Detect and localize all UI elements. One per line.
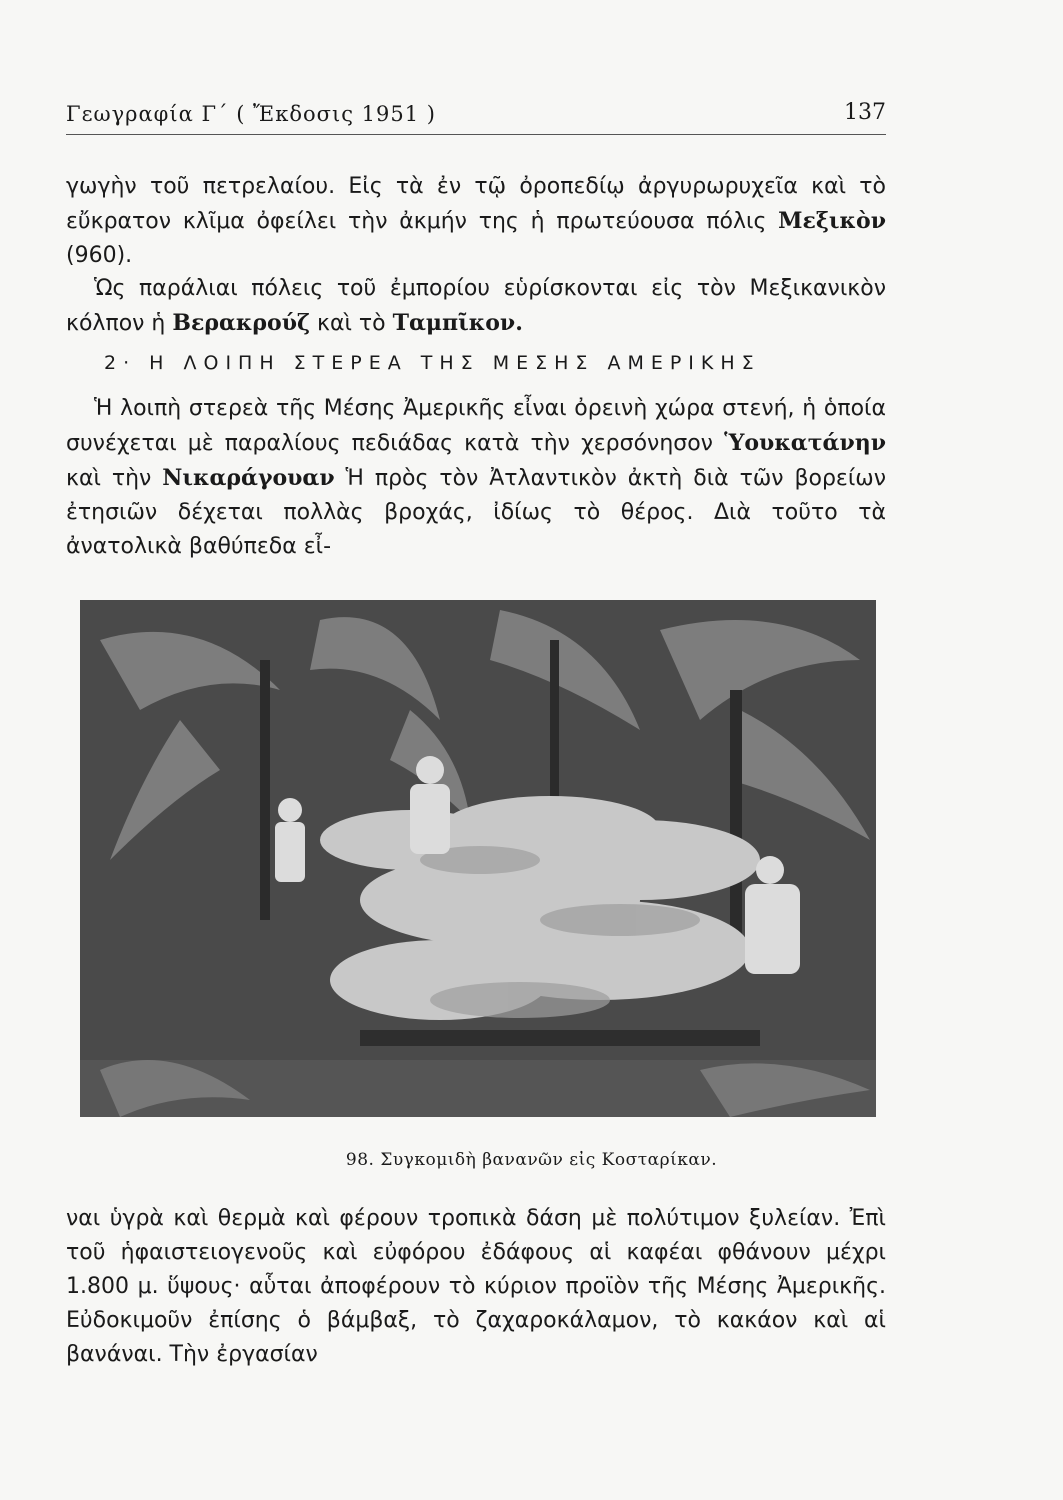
place-name-yucatan: Ὑουκατάνην [724, 430, 886, 456]
section-heading: 2· Η ΛΟΙΠΗ ΣΤΕΡΕΑ ΤΗΣ ΜΕΣΗΣ ΑΜΕΡΙΚΗΣ [104, 352, 761, 374]
running-title: Γεωγραφία Γ΄ ( Ἔκδοσις 1951 ) [66, 102, 436, 126]
paragraph-1: γωγὴν τοῦ πετρελαίου. Εἰς τὰ ἐν τῷ ὀροπεδίῳ ἀργυρωρυχεῖα καὶ τὸ εὔκρατον κλῖμα ὀφείλει τὴν ἀκμήν της ἡ πρωτεύουσα πόλις Μεξικὸν (960). [66, 174, 886, 268]
figure-caption: 98. Συγκομιδὴ βανανῶν εἰς Κοσταρίκαν. [345, 1150, 718, 1170]
page-header [66, 100, 886, 135]
paragraph-2: Ὡς παράλιαι πόλεις τοῦ ἐμπορίου εὑρίσκονται εἰς τὸν Μεξικανικὸν κόλπον ἡ Βερακρούζ καὶ τὸ Ταμπῖκον. [66, 276, 886, 336]
photo-illustration [80, 600, 876, 1117]
banana-harvest-photo [80, 600, 876, 1117]
place-name-veracruz: Βερακρούζ [172, 310, 310, 336]
place-name-mexico: Μεξικὸν [778, 208, 886, 234]
paragraph-4: ναι ὑγρὰ καὶ θερμὰ καὶ φέρουν τροπικὰ δάση μὲ πολύτιμον ξυλείαν. Ἐπὶ τοῦ ἡφαιστειογενοῦς καὶ εὐφόρου ἐδάφους αἱ καφέαι φθάνουν μέχρι 1.800 μ. ὕψους· αὗται ἀποφέρουν τὸ κύριον προϊὸν τῆς Μέσης Ἀμερικῆς. Εὐδοκιμοῦν ἐπίσης ὁ βάμβαξ, τὸ ζαχαροκάλαμον, τὸ κακάον καὶ αἱ βανάναι. Τὴν ἐργασίαν [66, 1206, 886, 1367]
paragraph-3: Ἡ λοιπὴ στερεὰ τῆς Μέσης Ἀμερικῆς εἶναι ὀρεινὴ χώρα στενή, ἡ ὁποία συνέχεται μὲ παραλίους πεδιάδας κατὰ τὴν χερσόνησον Ὑουκατάνην καὶ τὴν Νικαράγουαν Ἡ πρὸς τὸν Ἀτλαντικὸν ἀκτὴ διὰ τῶν βορείων ἐτησιῶν δέχεται πολλὰς βροχάς, ἰδίως τὸ θέρος. Διὰ τοῦτο τὰ ἀνατολικὰ βαθύπεδα εἶ- [66, 396, 886, 559]
place-name-tampico: Ταμπῖκον. [392, 310, 523, 336]
page-number: 137 [844, 100, 886, 125]
place-name-nicaragua: Νικαράγουαν [162, 465, 335, 491]
